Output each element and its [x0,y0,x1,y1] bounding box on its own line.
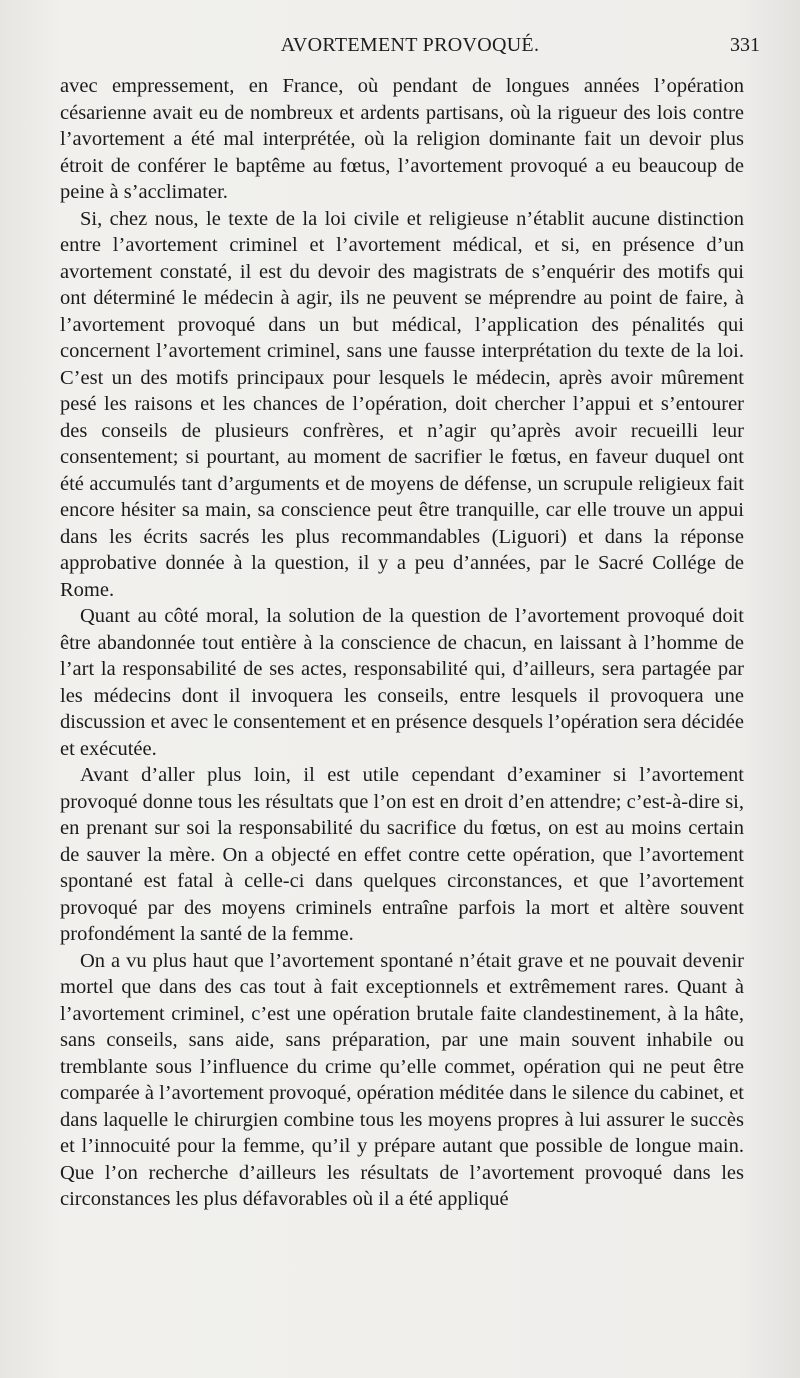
paragraph: Si, chez nous, le texte de la loi civile et religieuse n’établit aucune distinction entre l’avortement criminel et l’avortement médical, et si, en présence d’un avortement constaté, il est du devoir des magistrats de s’enquérir des motifs qui ont déterminé le médecin à agir, ils ne peuvent se méprendre au point de faire, à l’avortement provoqué dans un but médical, l’application des pénalités qui concernent l’avortement criminel, sans une fausse interprétation du texte de la loi. C’est un des motifs principaux pour lesquels le médecin, après avoir mûrement pesé les raisons et les chances de l’opération, doit chercher l’appui et s’entourer des conseils de plusieurs confrères, et n’agir qu’après avoir recueilli leur consentement; si pourtant, au moment de sacrifier le fœtus, en faveur duquel ont été accumulés tant d’arguments et de moyens de défense, un scrupule religieux fait encore hésiter sa main, sa conscience peut être tranquille, car elle trouve un appui dans les écrits sacrés les plus recommandables (Liguori) et dans la réponse approbative donnée à la question, il y a peu d’années, par le Sacré Collége de Rome. [60,207,744,601]
running-title: AVORTEMENT PROVOQUÉ. [280,34,540,56]
paragraph: Avant d’aller plus loin, il est utile cependant d’examiner si l’avortement provoqué donne tous les résultats que l’on est en droit d’en attendre; c’est-à-dire si, en prenant sur soi la responsabilité du sacrifice du fœtus, on est au moins certain de sauver la mère. On a objecté en effet contre cette opération, que l’avortement spontané est fatal à celle-ci dans quelques circonstances, et que l’avortement provoqué par des moyens criminels entraîne parfois la mort et altère souvent profondément la santé de la femme. [60,764,744,945]
page-header [60,34,760,64]
paragraph: Quant au côté moral, la solution de la question de l’avortement provoqué doit être abandonnée tout entière à la conscience de chacun, en laissant à l’homme de l’art la responsabilité de ses actes, responsabilité qui, d’ailleurs, sera partagée par les médecins dont il invoquera les conseils, entre lesquels il provoquera une discussion et avec le consentement et en présence desquels l’opération sera décidée et exécutée. [60,605,744,760]
paragraph: avec empressement, en France, où pendant de longues années l’opération césarienne avait eu de nombreux et ardents partisans, où la rigueur des lois contre l’avortement a été mal interprétée, où la religion dominante fait un devoir plus étroit de conférer le baptême au fœtus, l’avortement provoqué a eu beaucoup de peine à s’acclimater. [60,75,744,203]
paragraph: On a vu plus haut que l’avortement spontané n’était grave et ne pouvait devenir mortel que dans des cas tout à fait exceptionnels et extrêmement rares. Quant à l’avortement criminel, c’est une opération brutale faite clandestinement, à la hâte, sans conseils, sans aide, sans préparation, par une main souvent inhabile ou tremblante sous l’influence du crime qu’elle commet, opération qui ne peut être comparée à l’avortement provoqué, opération méditée dans le silence du cabinet, et dans laquelle le chirurgien combine tous les moyens propres à lui assurer le succès et l’innocuité pour la femme, qu’il y prépare autant que possible de longue main. Que l’on recherche d’ailleurs les résultats de l’avortement provoqué dans les circonstances les plus défavorables où il a été appliqué [60,949,744,1210]
body-text [60,73,744,1213]
page-number: 331 [730,34,760,56]
